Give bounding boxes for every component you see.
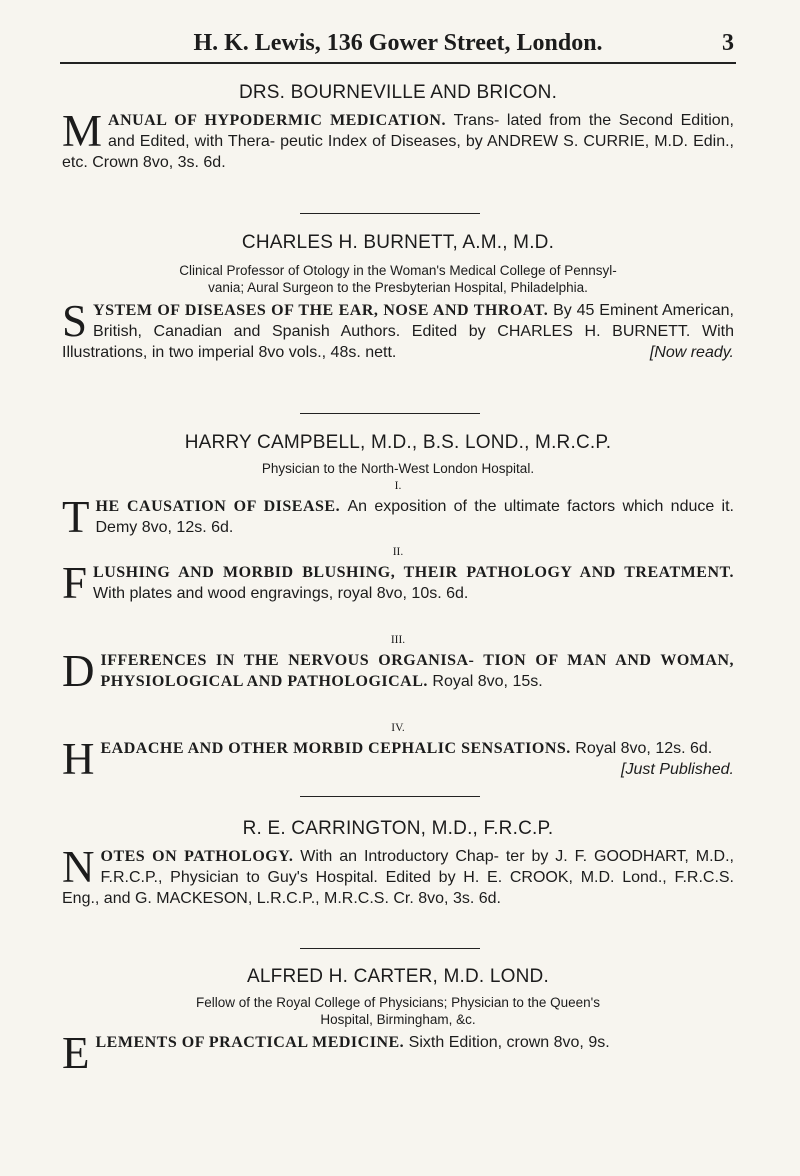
- book-entry: [62, 106, 735, 173]
- entry-number: IV.: [391, 722, 405, 734]
- book-title: OTES ON PATHOLOGY.: [100, 848, 301, 865]
- author-heading: R. E. CARRINGTON, M.D., F.R.C.P.: [242, 818, 554, 839]
- book-title: LEMENTS OF PRACTICAL MEDICINE.: [95, 1034, 409, 1051]
- section-divider: [300, 413, 480, 414]
- book-entry: [62, 734, 734, 784]
- author-credentials: [62, 460, 734, 477]
- credentials-line: Fellow of the Royal College of Physicians; Physician to the Queen's: [195, 995, 601, 1010]
- book-title: EADACHE AND OTHER MORBID CEPHALIC SENSATIONS.: [100, 740, 576, 757]
- book-entry: [62, 646, 734, 696]
- entry-number: III.: [390, 634, 406, 646]
- publication-status: [Just Published.: [621, 761, 734, 778]
- book-title: LUSHING AND MORBID BLUSHING, THEIR PATHOLOGY AND TREATMENT.: [93, 564, 734, 581]
- book-details: With plates and wood engravings, royal 8vo, 10s. 6d.: [93, 585, 469, 602]
- book-details: With an Introductory Chap- ter by J. F. GOODHART, M.D., F.R.C.P., Physician to Guy's Hospital. Edited by H. E. CROOK, M.D. Lond., F.R.C.S. Eng., and G. MACKESON, L.R.C.P., M.R.C.S. Cr. 8vo, 3s. 6d.: [62, 848, 734, 907]
- book-details: Royal 8vo, 15s.: [432, 673, 543, 690]
- author-heading: ALFRED H. CARTER, M.D. LOND.: [247, 966, 549, 987]
- entry-number: II.: [392, 546, 404, 558]
- book-details: An exposition of the ultimate factors which nduce it. Demy 8vo, 12s. 6d.: [95, 498, 735, 536]
- drop-cap: S: [62, 296, 88, 346]
- credentials-line: Physician to the North-West London Hospital.: [261, 461, 535, 476]
- book-title: YSTEM OF DISEASES OF THE EAR, NOSE AND THROAT.: [93, 302, 554, 319]
- publisher-address: H. K. Lewis, 136 Gower Street, London.: [193, 30, 603, 56]
- drop-cap: D: [62, 646, 95, 696]
- credentials-line: Clinical Professor of Otology in the Woman's Medical College of Pennsyl-: [179, 263, 617, 278]
- credentials-line: Hospital, Birmingham, &c.: [320, 1012, 476, 1027]
- running-header: [62, 30, 734, 57]
- drop-cap: M: [62, 106, 103, 156]
- author-heading: HARRY CAMPBELL, M.D., B.S. LOND., M.R.C.P.: [184, 432, 612, 453]
- author-heading: CHARLES H. BURNETT, A.M., M.D.: [241, 232, 555, 253]
- author-credentials: [62, 262, 734, 296]
- book-entry: [62, 492, 735, 542]
- header-rule: [60, 62, 736, 64]
- author-credentials: [62, 994, 734, 1028]
- drop-cap: H: [62, 734, 95, 784]
- book-details: Trans- lated from the Second Edition, and Edited, with Thera- peutic Index of Diseases, by ANDREW S. CURRIE, M.D. Edin., etc. Crown 8vo, 3s. 6d.: [62, 112, 735, 171]
- section-divider: [300, 213, 480, 214]
- book-details: Sixth Edition, crown 8vo, 9s.: [408, 1034, 610, 1051]
- drop-cap: F: [62, 558, 88, 608]
- drop-cap: N: [62, 842, 95, 892]
- author-heading: DRS. BOURNEVILLE AND BRICON.: [238, 82, 558, 103]
- section-divider: [300, 948, 480, 949]
- book-title: ANUAL OF HYPODERMIC MEDICATION.: [108, 112, 454, 129]
- book-details: Royal 8vo, 12s. 6d.: [575, 740, 713, 757]
- publication-status: [Now ready.: [649, 344, 734, 361]
- entry-number: I.: [394, 480, 402, 492]
- drop-cap: T: [62, 492, 90, 542]
- book-title: IFFERENCES IN THE NERVOUS ORGANISA- TION OF MAN AND WOMAN, PHYSIOLOGICAL AND PATHOLOGICAL.: [100, 652, 734, 690]
- book-entry: [62, 842, 734, 909]
- book-entry: [62, 558, 734, 608]
- book-details: By 45 Eminent American, British, Canadian and Spanish Authors. Edited by CHARLES H. BURNETT. With Illustrations, in two imperial 8vo vols., 48s. nett.: [62, 302, 734, 361]
- credentials-line: vania; Aural Surgeon to the Presbyterian Hospital, Philadelphia.: [208, 280, 588, 295]
- page-number: 3: [722, 30, 734, 56]
- drop-cap: E: [62, 1028, 90, 1078]
- section-divider: [300, 796, 480, 797]
- book-title: HE CAUSATION OF DISEASE.: [95, 498, 348, 515]
- book-entry: [62, 296, 734, 363]
- book-entry: [62, 1028, 734, 1078]
